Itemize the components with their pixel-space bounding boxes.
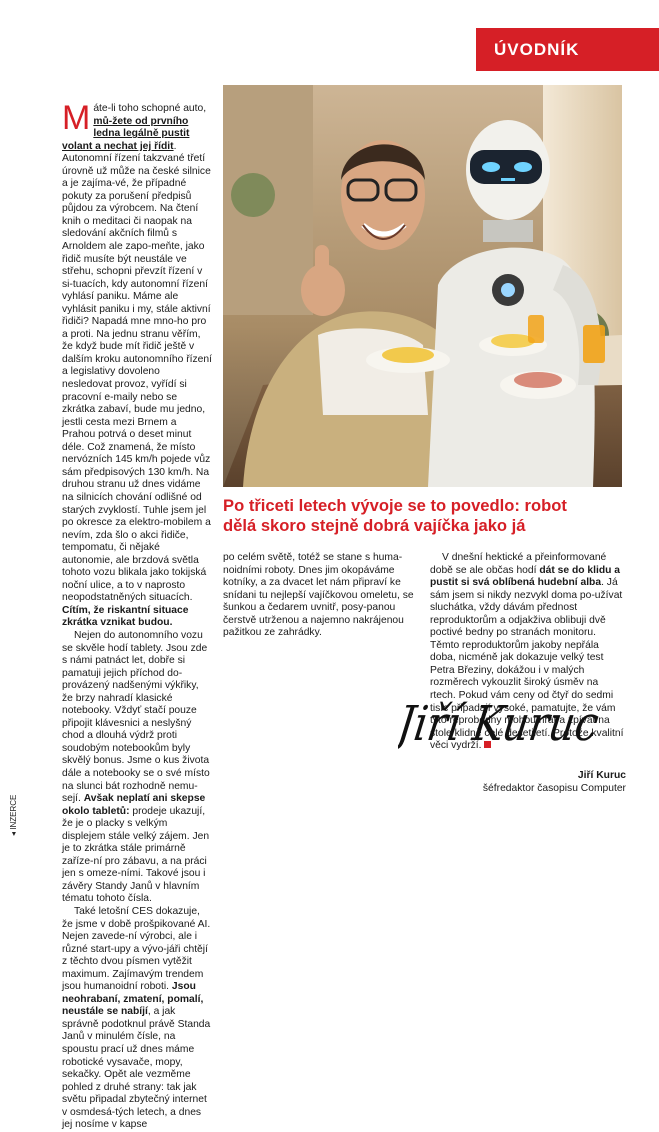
- signature: [398, 668, 608, 763]
- highlight-music: dát se do klidu a pustit si svá oblíbená hudební alba: [430, 564, 621, 589]
- robot-breakfast-photo: [223, 85, 622, 487]
- article-headline: [223, 496, 623, 536]
- highlight-autonomy: mů-žete od prvního ledna legálně pustit volant a nechat jej řídit: [62, 115, 190, 152]
- paragraph-3: Také letošní CES dokazuje, že jsme v době prošpikované AI. Nejen zavede-ní výrobci, ale i různé start-upy a vývo-jáři chtějí z těchto dvou písmen vytěžit maximum. Zajímavým trendem jsou humanoidní roboti. Jsou neohrabaní, zmatení, pomalí, neustále se nabíjí, a jak správně podotknul právě Standa Janů v minulém čísle, na spoustu prací už dnes máme robotické vysavače, mopy, sekačky. Opět ale vezměme pohled z druhé strany: tak jak světu připadal zbytečný internet v osmdesá-tých letech, a dnes jej nosíme v kapse: [62, 906, 211, 1131]
- highlight-risk: Cítím, že riskantní situace zkrátka vznikat budou.: [62, 604, 189, 629]
- side-label: [9, 776, 21, 836]
- side-label-text: ◂ INZERCE: [9, 794, 18, 836]
- headline-line-2: dělá skoro stejně dobrá vajíčka jako já: [223, 516, 526, 535]
- highlight-robots: Jsou neohrabaní, zmatení, pomalí, neustále se nabíjí: [62, 981, 204, 1018]
- article-photo: [223, 85, 622, 487]
- signature-graphic: [398, 668, 608, 763]
- section-tab: [476, 28, 659, 71]
- article-column-middle: [223, 552, 418, 640]
- author-box: [430, 770, 626, 795]
- article-column-left: [62, 99, 212, 1132]
- paragraph-2: Nejen do autonomního vozu se skvěle hodí tablety. Jsou zde s námi patnáct let, dobře si pamatuji jejich příchod do-provázený nadšenými výkřiky, že brzy nahradí klasické notebooky. Vždyť stačí pouze připojit klávesnici a neslyšný chod a dlouhá výdrž proti soudobým notebookům byly skvělý bonus. Jsme o kus života dále a notebooky se o své místo na slunci bát rozhodně nemu-sejí. Avšak neplatí ani skepse okolo tabletů: prodeje ukazují, že je o placky s velkým displejem stále velký zájem. Jen je to zkrátka stále primárně zaříze-ní pro zábavu, a na práci jen s omeze-ními. Takové jsou i závěry Standy Janů v hlavním tématu tohoto čísla.: [62, 629, 210, 905]
- dropcap: M: [62, 99, 91, 137]
- paragraph-3-continued: po celém světě, totéž se stane s huma-noidními roboty. Dnes jim okopáváme kotníky, a za dvacet let nám připraví ke snídani tu nejlepší vajíčkovou omeletu, se šunkou a čedarem uvnitř, posy-panou čerstvě utrženou a najemno nakrájenou pažitkou ze zahrádky.: [223, 552, 414, 639]
- headline-line-1: Po třiceti letech vývoje se to povedlo: robot: [223, 496, 567, 515]
- paragraph-1: Máte-li toho schopné auto, mů-žete od prvního ledna legálně pustit volant a nechat jej řídit. Autonomní řízení takzvané třetí úrovně už může na české silnice a je zajíma-vé, že případné pokuty za porušení předpisů půjdou za výrobcem. Na čtení knih o meditaci či naopak na sledování akčních filmů s Arnoldem ale zapo-meňte, jako řidič musíte být neustále ve střehu, schopni převzít řízení v si-tuacích, kdy autonomní řízení vyhlásí paniku. Máme ale vyhlásit paniku i my, stále aktivní řidiči? Napadá mne mno-ho pro a proti. Na jednu stranu věřím, že když bude mít řidič ještě v dalším kroku autonomního řízení a legislativy dovoleno nesledovat provoz, vyřídí si pracovní e-maily nebo se zkrátka zabaví, bude mu jedno, jestli cesta mezi Brnem a Prahou potrvá o deset minut déle. Což znamená, že místo nervózních 145 km/h pojede vůz sám předpisových 130 km/h. Na druhou stranu už dnes vidáme na silnicích chování odlišné od starých zvyklostí. Tuhle jsem jel po okresce za elektro-mobilem a nevím, zda šlo o akci řidiče, tempomatu, či nějaké autonomie, ale brzdová světla tohoto vozu blikala jako tokijská noční ulice, a to v naprosto neopodstatněných situacích. Cítím, že riskantní situace zkrátka vznikat budou.: [62, 99, 212, 629]
- section-label: ÚVODNÍK: [494, 39, 580, 59]
- author-role: šéfredaktor časopisu Computer: [482, 782, 626, 794]
- highlight-tablets: Avšak neplatí ani skepse okolo tabletů:: [62, 793, 206, 817]
- signature-text: Jiří Kuruc: [398, 696, 608, 752]
- paragraph-4: V dnešní hektické a přeinformované době se ale občas hodí dát se do klidu a pustit si svá oblíbená hudební alba. Já sám jsem si nikdy nezvykl doma po-užívat sluchátka, vždy dávám přednost reproduktorům a odjakživa oblibuji dvě poctivé bedny po stranách monitoru. Těmto reproduktorům jakoby nepřála doba, nicméně jak dokazuje velký test Petra Březiny, dokážou i v malých rozměrech vykouzlit široký úsměv na rtech. Pokud vám ceny od čtyř do sedmi tisíc připadají vysoké, pamatujte, že vám tyto reprobedny mohou hrát a zpívat na stole klidně celé desetiletí. Protože kvalitní věci vydrží.: [430, 552, 624, 752]
- author-name: Jiří Kuruc: [577, 770, 626, 781]
